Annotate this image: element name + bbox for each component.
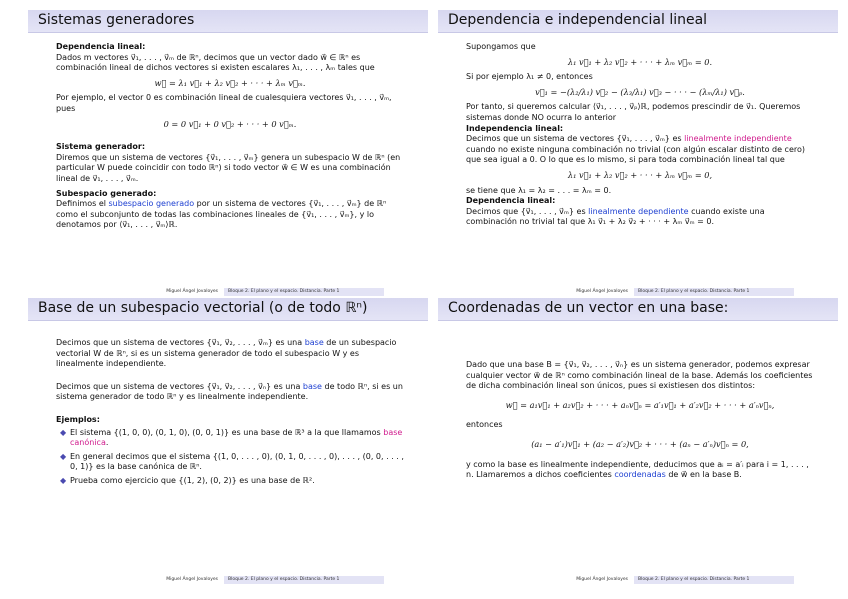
- slide-sistemas-generadores: [28, 10, 428, 296]
- text: Decimos que {v⃗₁, . . . , v⃗ₘ} es: [466, 206, 589, 216]
- paragraph: Por tanto, si queremos calcular ⟨v⃗₁, . . . , v⃗ₚ⟩ℝ, podemos prescindir de v⃗₁. Queremos sistemas donde NO ocurra lo anterior: [466, 102, 801, 122]
- slide-coordenadas: [438, 298, 838, 584]
- footer: [438, 288, 838, 296]
- list-item: [60, 451, 404, 473]
- text: y como la base es linealmente independiente, deducimos que aᵢ = a′ᵢ para i = 1, . . . , n. Llamaremos a dichos coeficientes: [466, 459, 809, 480]
- bullet-icon: ◆: [60, 451, 67, 461]
- text: de todo ℝⁿ, si es un sistema generador de todo ℝⁿ y es linealmente independiente.: [56, 381, 403, 402]
- slide-title: Coordenadas de un vector en una base:: [448, 300, 729, 316]
- link-coordenadas[interactable]: coordenadas: [614, 470, 666, 480]
- slide-body: [466, 42, 814, 232]
- link-base[interactable]: base: [302, 381, 322, 391]
- text: de w⃗ en la base B.: [665, 470, 742, 480]
- paragraph: [466, 207, 814, 228]
- equation: 0 = 0 v⃗₁ + 0 v⃗₂ + · · · + 0 v⃗ₘ.: [163, 118, 297, 129]
- paragraph: [56, 382, 404, 403]
- link-base-canonica[interactable]: base canónica: [70, 427, 403, 448]
- footer-author: Miguel Ángel Jovaloyes: [576, 289, 628, 294]
- link-linealmente-independiente[interactable]: linealmente independiente: [684, 134, 792, 144]
- slide-title: Sistemas generadores: [38, 12, 195, 28]
- footer-talk: Bloque 2. El plano y el espacio. Distancia. Parte 1: [228, 577, 340, 582]
- equation: (a₁ − a′₁)v⃗₁ + (a₂ − a′₂)v⃗₂ + · · · + (aₙ − a′ₙ)v⃗ₙ = 0,: [531, 438, 749, 449]
- paragraph: Diremos que un sistema de vectores {v⃗₁, . . . , v⃗ₘ} genera un subespacio W de ℝⁿ (en particular W puede coincidir con todo ℝⁿ) si todo vector w⃗ ∈ W es una combinación lineal de v⃗₁, . . . , v⃗ₘ.: [56, 152, 401, 183]
- list-item: [60, 427, 404, 449]
- equation: w⃗ = a₁v⃗₁ + a₂v⃗₂ + · · · + aₙv⃗ₙ = a′₁v⃗₁ + a′₂v⃗₂ + · · · + a′ₙv⃗ₙ,: [505, 399, 775, 410]
- footer: [438, 576, 838, 584]
- slide-title-bar: [28, 10, 428, 33]
- bullet-icon: ◆: [60, 427, 67, 437]
- text: Prueba como ejercicio que {(1, 2), (0, 2)} es una base de ℝ².: [70, 475, 315, 485]
- footer: [28, 288, 428, 296]
- examples-list: [56, 428, 404, 487]
- slide-title: Dependencia e independencial lineal: [448, 12, 708, 28]
- text: Definimos el: [56, 199, 109, 209]
- footer-talk: Bloque 2. El plano y el espacio. Distancia. Parte 1: [638, 289, 750, 294]
- footer: [28, 576, 428, 584]
- paragraph: Si por ejemplo λ₁ ≠ 0, entonces: [466, 72, 593, 82]
- heading-subespacio-generado: Subespacio generado:: [56, 188, 157, 198]
- footer-author: Miguel Ángel Jovaloyes: [166, 577, 218, 582]
- equation: λ₁ v⃗₁ + λ₂ v⃗₂ + · · · + λₘ v⃗ₘ = 0,: [567, 169, 713, 180]
- paragraph: [466, 460, 814, 481]
- slide-title-bar: [438, 10, 838, 33]
- text: de un subespacio vectorial W de ℝⁿ, si es un sistema generador de todo el subespacio W y es linealmente independiente.: [56, 338, 397, 369]
- heading-dependencia-lineal: Dependencia lineal:: [56, 42, 146, 51]
- slide-base-subespacio: [28, 298, 428, 584]
- footer-author: Miguel Ángel Jovaloyes: [166, 289, 218, 294]
- text: cuando no existe ninguna combinación no trivial (con algún escalar distinto de cero) que sea igual a 0. O lo que es lo mismo, si para toda combinación lineal tal que: [466, 144, 805, 165]
- paragraph: Supongamos que: [466, 42, 536, 51]
- slide-title-bar: [28, 298, 428, 321]
- bullet-icon: ◆: [60, 475, 67, 485]
- text: por un sistema de vectores {v⃗₁, . . . , v⃗ₘ} de ℝⁿ como el subconjunto de todas las combinaciones lineales de {v⃗₁, . . . , v⃗ₘ}, y lo denotamos por ⟨v⃗₁, . . . , v⃗ₘ⟩ℝ.: [56, 199, 387, 230]
- paragraph: se tiene que λ₁ = λ₂ = . . . = λₘ = 0.: [466, 185, 612, 195]
- heading-independencia-lineal: Independencia lineal:: [466, 123, 564, 133]
- heading-sistema-generador: Sistema generador:: [56, 142, 146, 152]
- paragraph: Dados m vectores v⃗₁, . . . , v⃗ₘ de ℝⁿ, decimos que un vector dado w⃗ ∈ ℝⁿ es combinación lineal de dichos vectores si existen escalares λ₁, . . . , λₘ tales que: [56, 52, 375, 73]
- slide-body: [56, 338, 404, 490]
- link-subespacio-generado[interactable]: subespacio generado: [108, 199, 195, 209]
- list-item: [60, 475, 404, 487]
- paragraph: [56, 199, 404, 231]
- heading-ejemplos: Ejemplos:: [56, 414, 100, 424]
- equation: w⃗ = λ₁ v⃗₁ + λ₂ v⃗₂ + · · · + λₘ v⃗ₘ.: [154, 77, 306, 88]
- footer-talk: Bloque 2. El plano y el espacio. Distancia. Parte 1: [228, 289, 340, 294]
- paragraph: entonces: [466, 420, 503, 430]
- slide-body: [56, 42, 404, 235]
- heading-dependencia-lineal: Dependencia lineal:: [466, 196, 556, 206]
- text: cuando existe una combinación no trivial tal que λ₁ v⃗₁ + λ₂ v⃗₂ + · · · + λₘ v⃗ₘ = 0.: [466, 206, 765, 227]
- text: Decimos que un sistema de vectores {v⃗₁, v⃗₂, . . . , v⃗ₘ} es una: [56, 338, 305, 347]
- footer-author: Miguel Ángel Jovaloyes: [576, 577, 628, 582]
- footer-talk: Bloque 2. El plano y el espacio. Distancia. Parte 1: [638, 577, 750, 582]
- text: El sistema {(1, 0, 0), (0, 1, 0), (0, 0, 1)} es una base de ℝ³ a la que llamamos: [70, 427, 384, 437]
- slide-dependencia-independencia: [438, 10, 838, 296]
- paragraph: Dado que una base B = {v⃗₁, v⃗₂, . . . , v⃗ₙ} es un sistema generador, podemos expresar cualquier vector w⃗ de ℝⁿ como combinación lineal de la base. Además los coeficientes de dicha combinación lineal son únicos, pues si existiesen dos distintos:: [466, 360, 813, 391]
- text: En general decimos que el sistema {(1, 0, . . . , 0), (0, 1, 0, . . . , 0), . . . , (0, 0, . . . , 0, 1)} es la base canónica de ℝⁿ.: [70, 451, 404, 472]
- paragraph: Por ejemplo, el vector 0 es combinación lineal de cualesquiera vectores v⃗₁, . . . , v⃗ₘ, pues: [56, 93, 392, 113]
- equation: v⃗₁ = −(λ₂/λ₁) v⃗₂ − (λ₃/λ₁) v⃗₃ − · · · − (λₘ/λ₁) v⃗ₚ.: [535, 86, 745, 97]
- paragraph: [466, 134, 814, 166]
- text: .: [105, 438, 109, 448]
- slide-title: Base de un subespacio vectorial (o de todo ℝⁿ): [38, 300, 368, 316]
- slide-title-bar: [438, 298, 838, 321]
- link-base[interactable]: base: [304, 338, 324, 347]
- slide-body: [466, 360, 814, 485]
- link-linealmente-dependiente[interactable]: linealmente dependiente: [588, 206, 689, 216]
- paragraph: [56, 338, 404, 370]
- equation: λ₁ v⃗₁ + λ₂ v⃗₂ + · · · + λₘ v⃗ₘ = 0.: [567, 56, 713, 67]
- text: Decimos que un sistema de vectores {v⃗₁, v⃗₂, . . . , v⃗ₙ} es una: [56, 381, 303, 391]
- text: Decimos que un sistema de vectores {v⃗₁, . . . , v⃗ₘ} es: [466, 134, 685, 144]
